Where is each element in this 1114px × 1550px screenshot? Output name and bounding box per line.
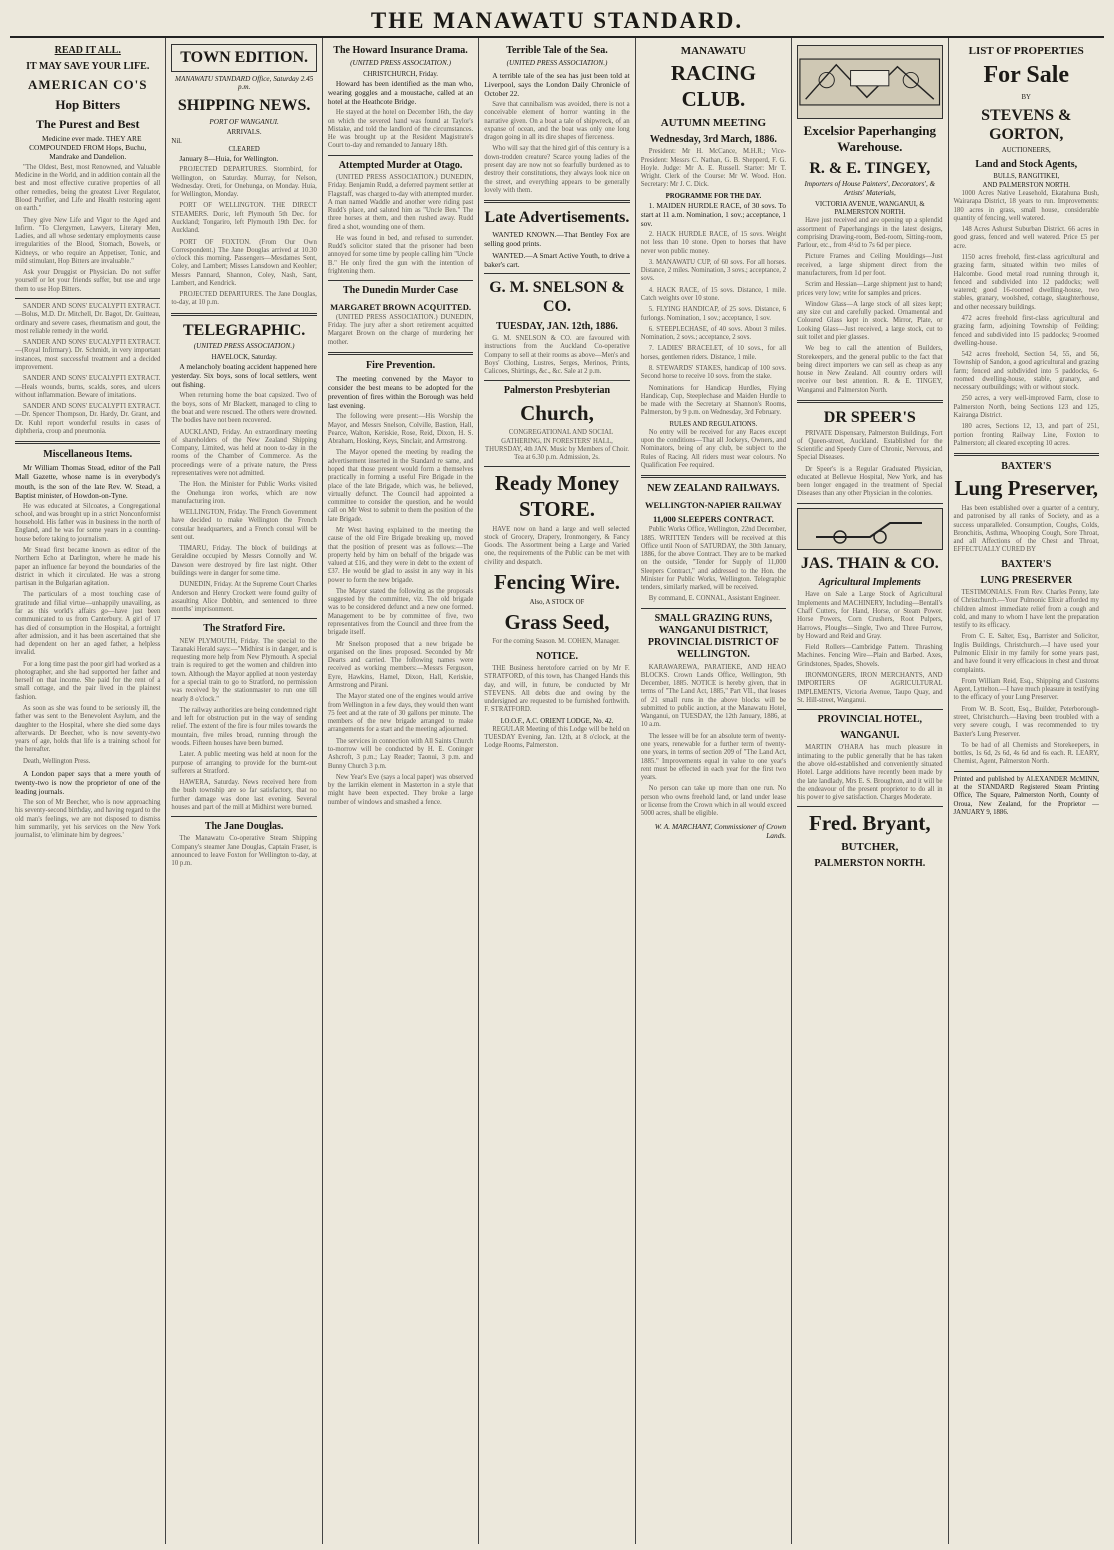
dr-speers-body: PRIVATE Dispensary, Palmerston Buildings, Fort of Queen-street, Auckland. Established for the Scientific and Speedy Cure of Chronic, Nervous, and Special Diseases. Dr Speer's is a Regular Graduated Physician, educated at Bellevue Hospital, New York, and has been longer engaged in the treatment of Special Diseases than any other Physician in the colonies. <box>797 429 943 498</box>
fire-prevention-body: The following were present:—His Worship the Mayor, and Messrs Snelson, Colville, Bastion, Hall, Pearce, Walton, Keriskie, Rose, Reid, Dixon, H. S. Abraham, Hosking, Keys, Sinclair, and Armstrong. The Mayor opened the meeting by reading the advertisement inserted in the Standard re same, and hoped that those present would form a themselves practically in forming a useful Fire Brigade in the place of the late Brigade, which was, he believed, virtually defunct. The Council had appointed a committee to consider the question, and he would call on Mr West to submit to them the position of the late Brigade. Mr West having explained to the meeting the cause of the old Fire Brigade breaking up, moved that the position of present was as follows:—The property held by him on behalf of the brigade was valued at £16, and they were in debt to the extent of £37. He would be glad to assist in any way in his power to form the new brigade. The Mayor stated the following as the proposals suggested by the committee, viz. The old brigade was to be considered defunct and a new one formed. Management to be by committee of five, two representatives from the Council and three from the brigade itself. Mr Snelson proposed that a new brigade be organised on the lines proposed. Seconded by Mr Dearts and carried. The following names were received as working members:—Messrs Ferguson, Eyre, Hawkins, Hamel, Dixon, Hall, Keriskie, Armstrong and Pirani. The Mayor stated one of the engines would arrive from Wellington in a few days, they would then want 75 feet and at the rate of 30 gallons per minute. The members of the new brigade arranged to make arrangements for a start and the meeting adjourned. The services in connection with All Saints Church to-morrow will be conducted by H. E. Coninger Ashcroft, 3 p.m.; Lay Reader; Taonui, 3 p.m. and Bunny Church 3 p.m. New Year's Eve (says a local paper) was observed by the larrikin element in Masterton in a style that might have been expected. They broke a large number of windows and smashed a fence. <box>327 413 474 806</box>
ready-money-body: HAVE now on hand a large and well selected stock of Grocery, Drapery, Ironmongery, & Fancy Goods. The Assortment being a Large and Varied one, the requirements of the Public can be met with civility and despatch. <box>484 525 630 566</box>
column-7 <box>949 38 1104 1544</box>
cleared-label: CLEARED <box>228 145 260 153</box>
fencing-wire-heading: Fencing Wire. <box>493 569 620 594</box>
fire-prevention-heading: Fire Prevention. <box>366 359 436 371</box>
agents-town-1: BULLS, RANGITIKEI, <box>993 173 1060 181</box>
ad-heading-life: IT MAY SAVE YOUR LIFE. <box>26 61 150 73</box>
bryant-heading: Fred. Bryant, <box>809 811 931 836</box>
ready-money-heading: Ready Money STORE. <box>494 471 620 521</box>
stratford-fire-body: NEW PLYMOUTH, Friday. The special to the Taranaki Herald says:—"Midhirst is in danger, and is requesting more help from New Plymouth. A special train is required to get the women and children into town. Although the Mayor applied at noon yesterday for a special train to go to Stratford, no permission was received by the stationmaster to run one till nearly 8 o'clock." The railway authorities are being condemned right and left for obstruction put in the way of sending relief. The extent of the fire is four miles towards the mountain, five miles broad, running through the woods. Fifteen houses have been burned. Later. A public meeting was held at noon for the purpose of arranging to provide for the burnt-out sufferers at Stratford. HAWERA, Saturday. News received here from the bush township are so far satisfactory, that no further damage was done last evening. Several houses and part of the mill at Midhirst were burned. <box>171 637 317 811</box>
tingey-address: VICTORIA AVENUE, WANGANUI, & PALMERSTON NORTH. <box>814 200 925 217</box>
ad-heading-company: AMERICAN CO'S <box>27 77 148 93</box>
decorator-banner-icon <box>798 50 941 114</box>
autumn-meeting-heading: AUTUMN MEETING <box>660 116 767 129</box>
bryant-trade: BUTCHER, <box>841 841 899 854</box>
column-1 <box>10 38 166 1544</box>
fire-prevention-lead: The meeting convened by the Mayor to consider the best means to be adopted for the prevention of fires within the Borough was held last evening. <box>327 374 474 411</box>
dunedin-murder-heading: The Dunedin Murder Case <box>343 285 459 297</box>
columns <box>10 38 1104 1544</box>
property-list-body: 1000 Acres Native Leasehold, Ekatahuna Bush, Wairarapa District, 18 years to run. Improvements: 180 acres in grass, small house, considerable quantity of fencing, well watered. 148 Acres Ashurst Suburban District. 66 acres in good grass, fenced and well watered. Price £5 per acre. 1150 acres freehold, first-class agricultural and grazing farm, situated within two miles of Halcombe. Good metal road running through it, fenced and subdivided into 12 paddocks; well watered; good 16-roomed dwelling-house, two stables, granary, woolshed, cottage, slaughterhouse, and other necessary buildings. 472 acres freehold first-class agricultural and grazing farm, adjoining Township of Feilding; fenced and subdivided into 15 paddocks; 9-roomed dwelling-house. 542 acres freehold, Section 54, 55, and 56, Township of Sandon, a good agricultural and grazing farm; fenced and subdivided into 5 paddocks, 6-roomed dwelling-house, stable, granary, and necessary outbuildings; with or without stock. 250 acres, a very well-improved Farm, close to Palmerston North, being Sections 123 and 125, Kairanga District. 180 acres, Sections 12, 13, and part of 251, portion fronting Railway Line, Foxton to Palmerston; all cleared excepting 10 acres. <box>953 190 1099 447</box>
insurance-drama-heading: The Howard Insurance Drama. <box>333 45 468 56</box>
autumn-meeting-date: Wednesday, 3rd March, 1886. <box>649 134 777 146</box>
masthead: THE MANAWATU STANDARD. <box>10 6 1104 38</box>
sea-tale-heading: Terrible Tale of the Sea. <box>506 45 608 56</box>
tingey-trades: Importers of House Painters', Decorators', & Artists' Materials, <box>804 180 936 198</box>
railways-line: WELLINGTON-NAPIER RAILWAY <box>644 499 782 510</box>
for-sale-by: BY <box>1021 93 1031 101</box>
hop-bitters-body: Medicine ever made. THEY ARE COMPOUNDED FROM Hops, Buchu, Mandrake and Dandelion. <box>29 133 147 161</box>
dr-speers-heading: DR SPEER'S <box>823 408 916 426</box>
rules-body: No entry will be received for any Races except upon the conditions—That all Jockeys, Owners, and Nominators, being of any club, be subject to the Rules of Racing. All riders must wear colours. No Qualification Fee required. <box>640 428 787 470</box>
ad-heading-hop-bitters: Hop Bitters <box>55 97 121 113</box>
provincial-hotel-heading: PROVINCIAL HOTEL, <box>817 714 923 726</box>
telegraphic-place: HAVELOCK, Saturday. <box>211 354 277 362</box>
snelson-heading: G. M. SNELSON & CO. <box>489 278 625 316</box>
misc-items-body: He was educated at Silcoates, a Congregational school, and was brought up in a strict Nonconformist household. His father was in business in the north of England, and he was for some years in a counting-house before taking to journalism. Mr Stead first became known as editor of the Northern Echo at Darlington, where he made his paper an influence far beyond the boundaries of the district in which it circulated. He was a strong partisan in the Bulgarian agitation. The particulars of a most touching case of gratitude and filial virtue—unhappily unavailing, as far as this world's affairs go—have just been communicated to us from Canterbury. A girl of 17 has died of consumption in the Hospital, a fortnight after admission, and it has been ascertained that she had dependent on her an aged father, a helpless invalid. For a long time past the poor girl had worked as a photographer, and she had supported her father and herself on that income. She paid for the rent of a small cottage, and the pair lived in the plainest fashion. As soon as she was found to be seriously ill, the father was sent to the Benevolent Asylum, and the daughter to the Hospital, where she died some days afterwards. Dr Beecher, who is now seventy-two years of age, holds that life is a training school for the hereafter. Death, Wellington Press. <box>15 502 161 765</box>
telegraphic-sub: (UNITED PRESS ASSOCIATION.) <box>193 342 295 351</box>
plough-icon <box>810 513 930 545</box>
railways-contract: 11,000 SLEEPERS CONTRACT. <box>653 513 774 524</box>
stevens-gorton-heading: STEVENS & GORTON, <box>981 106 1072 144</box>
baxters-lung-preserver: LUNG PRESERVER <box>980 574 1073 586</box>
land-stock-agents: Land and Stock Agents, <box>975 159 1078 171</box>
column-2 <box>166 38 322 1544</box>
telegraphic-heading: TELEGRAPHIC. <box>183 321 306 339</box>
column-4 <box>479 38 635 1544</box>
grazing-runs-body: KARAWAREWA, PARATIEKE, AND HEAO BLOCKS. Crown Lands Office, Wellington, 9th December, 1885. NOTICE is hereby given, that in terms of "The Land Act, 1885," Part VII., that leases of 21 small runs in the above blocks will be submitted to public auction, at the Manawatu Hotel, Wanganui, on TUESDAY, the 12th January, 1886, at 10 a.m. The lessee will be for an absolute term of twenty-one years, renewable for a further term of twenty-one years, in terms of section 209 of "The Land Act, 1885." Improvements equal in value to one year's rent must be effected in each year for the first two years. No person can take up more than one run. No person who owns freehold land, or land under lease or license from the Crown which in all would exceed 5000 acres, shall be eligible. <box>640 663 787 818</box>
misc-items-heading: Miscellaneous Items. <box>43 449 133 461</box>
thain-implements: Agricultural Implements <box>818 577 921 589</box>
misc-items-lead: Mr William Thomas Stead, editor of the Pall Mall Gazette, whose name is in everybody's mouth, is the son of the late Rev. W. Stead, a Baptist minister, of Howdon-on-Tyne. <box>15 463 161 500</box>
implements-illustration <box>797 508 942 550</box>
presbyterian-body: CONGREGATIONAL AND SOCIAL GATHERING, IN FORESTERS' HALL, THURSDAY, 4th JAN. Music by Members of Choir. Tea at 6.30 p.m. Admission, 2s. <box>485 429 629 462</box>
notice-body: THE Business heretofore carried on by Mr F. STRATFORD, of this town, has Changed Hands this day, and will, in future, be conducted by Mr STEVENS. All debts due and owing by the undersigned are requested to be furnished forthwith. F. STRATFORD. <box>484 664 630 714</box>
column-6 <box>792 38 948 1544</box>
programme-heading: PROGRAMME FOR THE DAY. <box>665 192 762 200</box>
snelson-date: TUESDAY, JAN. 12th, 1886. <box>496 320 618 332</box>
shipping-body: PROJECTED DEPARTURES. Stormbird, for Wellington, on Saturday. Murray, for Nelson, Wednesday. Oreti, for Onehunga, on Monday. Huia, for Wellington, Monday. PORT OF WELLINGTON. THE DIRECT STEAMERS. Doric, left Plymouth 5th Dec. for Auckland; Tongariro, left Plymouth 19th Dec. for Auckland. PORT OF FOXTON. (From Our Own Correspondent.) The Jane Douglas arrived at 10.30 o'clock this morning. Passengers—Mesdames Sent, Coley, and Lambert; Misses Lansdown and Keohler; Messrs Pannard, Shannon, Coley, Nash, Sant, Lambert, and Kendrick. PROJECTED DEPARTURES. The Jane Douglas, to-day, at 10 p.m. <box>171 166 317 307</box>
for-sale-heading: For Sale <box>983 62 1070 89</box>
insurance-drama-lead: Howard has been identified as the man who, wearing goggles and a moustache, called at an hotel at the Heathcote Bridge. <box>327 79 474 107</box>
lung-preserver-body: Has been established over a quarter of a century, and patronised by all ranks of Society, and as a success unparalleled. Consumption, Coughs, Colds, Bronchitis, Asthma, Whooping Cough, Sore Throat, and all Affections of the Chest and Throat, EFFECTUALLY CURED BY <box>953 504 1099 554</box>
railways-body: Public Works Office, Wellington, 22nd December, 1885. WRITTEN Tenders will be received at this Office until Noon of SATURDAY, the 30th January, 1886, for the above Contract. They are to be marked on the outside, "Tender for Supply of 11,000 Sleepers Contract," and addressed to the Hon. the Minister for Public Works, Wellington. Telegraphic tenders, similarly marked, will be received. By command, E. CONNAL, Assistant Engineer. <box>640 526 787 603</box>
racing-club-heading: RACING CLUB. <box>670 61 756 112</box>
column-5 <box>636 38 792 1544</box>
late-ads-heading: Late Advertisements. <box>484 209 630 227</box>
ad-heading-read: READ IT ALL. <box>54 45 121 56</box>
rules-heading: RULES AND REGULATIONS. <box>669 420 758 428</box>
baxters-heading-2: BAXTER'S <box>1001 558 1052 570</box>
arrivals-value: Nil. <box>171 137 182 145</box>
sea-tale-sub: (UNITED PRESS ASSOCIATION.) <box>506 59 608 68</box>
london-paper-item: A London paper says that a mere youth of twenty-two is now the proprietor of one of the leading journals. <box>15 769 161 797</box>
sea-tale-lead: A terrible tale of the sea has just been told at Liverpool, says the London Daily Chronicle of October 22. <box>484 70 630 99</box>
telegraphic-lead: A melancholy boating accident happened here yesterday. Six boys, sons of local settlers, went out fishing. <box>171 362 317 390</box>
fencing-wire-also: Also, A STOCK OF <box>529 598 585 606</box>
grass-seed-body: For the coming Season. M. COHEN, Manager. <box>492 638 620 646</box>
presbyterian-heading: Palmerston Presbyterian <box>503 385 611 397</box>
property-list-heading: LIST OF PROPERTIES <box>968 45 1084 57</box>
agents-town-2: AND PALMERSTON NORTH. <box>982 181 1070 189</box>
telegraphic-body: When returning home the boat capsized. Two of the boys, sons of Mr Blackett, managed to cling to the boat and were rescued. The others were drowned. The bodies have not been recovered. AUCKLAND, Friday. An extraordinary meeting of shareholders of the New Zealand Shipping Company, Limited, was held at noon to-day in the rooms of the Chamber of Commerce. As the proceedings were of a private nature, the Press representatives were not admitted. The Hon. the Minister for Public Works visited the Onehunga iron works, which are now manufacturing iron. WELLINGTON, Friday. The French Government have decided to make Wellington the French consular headquarters, and a French consul will be sent out. TIMARU, Friday. The block of buildings at Geraldine occupied by Messrs Connolly and W. Dawson were destroyed by fire last night. Other buildings were in danger for some time. DUNEDIN, Friday. At the Supreme Court Charles Anderson and Henry Crockett were found guilty of assaulting Alice Dobbin, and sentenced to three months' imprisonment. <box>171 392 317 614</box>
shipping-port: PORT OF WANGANUI. <box>209 117 279 126</box>
racing-officials: President: Mr H. McCance, M.H.R.; Vice-President: Messrs C. Nathan, G. B. Shepperd, F. G. Hoyle. Judge: Mr A. E. Russell. Starter: Mr T. Wright. Clerk of the Course: Mr W. Wood. Hon. Secretary: Mr J. C. Dick. <box>640 148 787 189</box>
testimonials-body: TESTIMONIALS. From Rev. Charles Penny, late of Christchurch.—Your Pulmonic Elixir afforded my children almost immediate relief from a cough and cold, and many to whom I have lent the preparation testify to its efficacy. From C. E. Salter, Esq., Barrister and Solicitor, Inglis Buildings, Christchurch.—I have used your Pulmonic Elixir in my family for some years past, and have found it very efficacious in chest and throat complaints. From William Reid, Esq., Shipping and Customs Agent, Lyttelton.—I have much pleasure in testifying to the efficacy of your Lung Preserver. From W. B. Scott, Esq., Builder, Peterborough-street, Christchurch.—Having been troubled with a very severe cough, I was recommended to try Baxter's Lung Preserver. To be had of all Chemists and Storekeepers, in bottles, 1s 6d, 2s 6d, 4s 6d and 6s each. R. LEARY, Chemist, Agent, Palmerston North. <box>953 589 1099 766</box>
grazing-runs-heading: SMALL GRAZING RUNS, WANGANUI DISTRICT, PROVINCIAL DISTRICT OF WELLINGTON. <box>647 612 779 661</box>
railways-heading: NEW ZEALAND RAILWAYS. <box>647 483 780 495</box>
notice-heading: NOTICE. <box>536 650 578 662</box>
thain-body: Have on Sale a Large Stock of Agricultural Implements and MACHINERY, Including—Bentall's Chaff Cutters, for Hand, Horse, or Steam Power. Horse Powers, Corn Crushers, Root Pulpers, Harrows, Ploughs—Single, Two and Three Furrow, by Howard and Reid and Gray. Field Rollers—Cambridge Pattern. Thrashing Machines. Fencing Wire—Plain and Barbed. Axes, Grindstones, Spades, Shovels. IRONMONGERS, IRON MERCHANTS, AND IMPORTERS OF AGRICULTURAL IMPLEMENTS, Victoria Avenue, Taupo Quay, and St. Hill-street, Wanganui. <box>797 591 943 704</box>
printer-imprint: Printed and published by ALEXANDER McMINN, at the STANDARD Registered Steam Printing Office, The Square, Palmerston North, County of Oroua, New Zealand, for the Proprietor — JANUARY 9, 1886. <box>953 775 1099 816</box>
body-text-block: "The Oldest, Best, most Renowned, and Valuable Medicine in the World, and in addition contain all the best and most effective curative properties of all other remedies, being the greatest Liver Regulator, Blood Purifier, and Life and Health restoring agent on earth." They give New Life and Vigor to the Aged and Infirm. "To Clergymen, Lawyers, Literary Men, Ladies, and all whose sedentary employments cause irregularities of the Blood, Stomach, Bowels, or Kidneys, or who require an Appetiser, Tonic, and mild stimulant, Hop Bitters are invaluable." Ask your Druggist or Physician. Do not suffer yourself or let your friends suffer, but use and urge them to use Hop Bitters. SANDER AND SONS' EUCALYPTI EXTRACT.—Bolus, M.D. Dr. Mitchell, Dr. Bagot, Dr. Guitteau, ordinary and severe cases, rheumatism and gout, the most reliable remedy in the world. SANDER AND SONS' EUCALYPTI EXTRACT.—(Royal Infirmary). Dr. Schmidt, in very important instances, most successful treatment and a decided improvement. SANDER AND SONS' EUCALYPTI EXTRACT.—Heals wounds, burns, scalds, sores, and ulcers without inflammation. Beware of imitations. SANDER AND SONS' EUCALYPTI EXTRACT.—Dr. Spencer Thompson, Dr. Hardy, Dr. Grant, and Dr. Kuhl report wonderful results in cases of diphtheria, croup and pneumonia. <box>15 163 161 435</box>
jane-douglas-body: The Manawatu Co-operative Steam Shipping Company's steamer Jane Douglas, Captain Fraser, is announced to leave Foxton for Wellington to-day, at 10 p.m. <box>171 835 317 868</box>
lung-preserver-heading: Lung Preserver, <box>954 476 1098 501</box>
town-edition-heading: TOWN EDITION. <box>171 44 316 72</box>
dunedin-murder-verdict: MARGARET BROWN ACQUITTED. <box>330 301 471 312</box>
baxters-heading-1: BAXTER'S <box>1001 461 1052 473</box>
snelson-body: G. M. SNELSON & CO. are favoured with instructions from the Auckland Co-operative Company to sell at their rooms as above—Men's and Boys' Clothing, Lustres, Serges, Merinos, Prints, Calicoes, Shirtings, &c., &c. Sale at 2 p.m. <box>484 335 630 376</box>
london-paper-body: The son of Mr Beecher, who is now approaching his seventy-second birthday, and having regard to the old man's feelings, we are not disposed to dismiss him summarily, yet his services on the New York journalist, to 'eliminate him by degrees.' <box>15 799 161 840</box>
provincial-hotel-body: MARTIN O'HARA has much pleasure in intimating to the public generally that he has taken the above old-established and conveniently situated Hotel. Large additions have recently been made by the late landlady, Mrs E. S. Broughton, and it will be the endeavour of the present proprietor to do all in his power to give satisfaction. Charges Moderate. <box>797 744 943 802</box>
racing-club-name: MANAWATU <box>680 45 746 57</box>
provincial-hotel-town: WANGANUI. <box>840 730 900 742</box>
late-ad-known: WANTED KNOWN.—That Bentley Fox are selling good prints. <box>484 229 630 248</box>
tingey-heading: R. & E. TINGEY, <box>809 159 931 177</box>
programme-lead: 1. MAIDEN HURDLE RACE, of 30 sovs. To start at 11 a.m. Nomination, 1 sov.; acceptance, 1 sov. <box>640 200 787 228</box>
shipping-heading: SHIPPING NEWS. <box>177 97 311 115</box>
excelsior-heading: Excelsior Paperhanging Warehouse. <box>803 123 936 154</box>
dunedin-murder-body: (UNITED PRESS ASSOCIATION.) DUNEDIN, Friday. The jury after a short retirement acquitted Margaret Brown on the charge of murdering her mother. <box>327 313 474 346</box>
ad-heading-purest: The Purest and Best <box>35 117 140 132</box>
grass-seed-heading: Grass Seed, <box>504 609 610 634</box>
sea-tale-body: Save that cannibalism was avoided, there is not a conceivable element of horror wanting in the narrative given. On a boat a tale of shipwreck, of an expanse of ocean, and the boat was only one long dragon going in all its dire shapes of fierceness. Who will say that the hired girl of this century is a down-trodden creature? Scarce young ladies of the present day are now not so fearfully burdened as to destroy their constitutions, they always look nice on the street, and everything appears to be generally lovely with them. <box>484 101 630 194</box>
insurance-drama-sub: (UNITED PRESS ASSOCIATION.) <box>350 59 451 68</box>
thain-heading: JAS. THAIN & CO. <box>800 554 939 572</box>
programme-body: 2. HACK HURDLE RACE, of 15 sovs. Weight not less than 10 stone. Open to horses that have never won public money. 3. MANAWATU CUP, of 60 sovs. For all horses. Distance, 2 miles. Nomination, 3 sovs.; acceptance, 2 sovs. 4. HACK RACE, of 15 sovs. Distance, 1 mile. Catch weights over 10 stone. 5. FLYING HANDICAP, of 25 sovs. Distance, 6 furlongs. Nomination, 1 sov.; acceptance, 1 sov. 6. STEEPLECHASE, of 40 sovs. About 3 miles. Nomination, 2 sovs.; acceptance, 2 sovs. 7. LADIES' BRACELET, of 10 sovs., for all horses, gentlemen riders. Distance, 1 mile. 8. STEWARDS' STAKES, handicap of 100 sovs. Second horse to receive 10 sovs. from the stake. Nominations for Handicap Hurdles, Flying Handicap, Cup, Steeplechase and Maiden Hurdle to be made with the Secretary at Shannon's Rooms, Palmerston, by 9 p.m. on Wednesday, 3rd February. <box>640 231 787 417</box>
oddfellows-body: REGULAR Meeting of this Lodge will be held on TUESDAY Evening, Jan. 12th, at 8 o'clock, at the Lodge Rooms, Palmerston. <box>484 725 630 750</box>
arrivals-label: ARRIVALS. <box>226 129 262 137</box>
insurance-drama-body: He stayed at the hotel on December 16th, the day on which the severed hand was found at Taylor's Mistake, and told the landlord of the circumstances. He was brought up at the Resident Magistrate's Court to-day and remanded to January 18th. <box>327 109 474 150</box>
bryant-town: PALMERSTON NORTH. <box>814 858 926 870</box>
paperhanging-illustration <box>797 45 942 119</box>
jane-douglas-heading: The Jane Douglas. <box>204 821 284 833</box>
attempted-murder-body: (UNITED PRESS ASSOCIATION.) DUNEDIN, Friday. Benjamin Rudd, a deferred payment settler at Flagstaff, was charged to-day with attempted murder. A man named Waddle and another were riding past Rudd's place, and saluted him as "Uncle Ben." The three horses at them, and then rushed away. Rudd fired a shot, wounding one of them. He was found in bed, and refused to surrender. Rudd's solicitor stated that the prisoner had been annoyed for some time by people calling him "Uncle B." He only fired the gun with the intention of frightening them. <box>327 173 474 276</box>
oddfellows-heading: I.O.O.F., A.C. ORIENT LODGE, No. 42. <box>500 717 614 725</box>
insurance-drama-place: CHRISTCHURCH, Friday. <box>363 70 438 78</box>
presbyterian-church: Church, <box>520 400 594 425</box>
attempted-murder-heading: Attempted Murder at Otago. <box>338 159 463 171</box>
stratford-fire-heading: The Stratford Fire. <box>203 623 285 635</box>
crown-lands-signoff: W. A. MARCHANT, Commissioner of Crown Lands. <box>654 821 787 840</box>
town-edition-sub: MANAWATU STANDARD Office, Saturday 2.45 p.m. <box>174 74 314 92</box>
late-ad-wanted: WANTED.—A Smart Active Youth, to drive a baker's cart. <box>484 250 630 269</box>
column-3 <box>323 38 479 1544</box>
auctioneers-label: AUCTIONEERS, <box>1001 146 1051 154</box>
cleared-body: January 8—Huia, for Wellington. <box>179 154 279 164</box>
tingey-body: Have just received and are opening up a splendid assortment of Paperhangings in the latest designs, comprising Drawing-room, Bed-room, Sitting-room, Parlour, etc., from 4½d to 7s 6d per piece. Picture Frames and Ceiling Mouldings—Just received, a large shipment direct from the manufacturers, from 1d per foot. Scrim and Hessian—Large shipment just to hand; prices very low; write for samples and prices. Window Glass—A large stock of all sizes kept; any size cut and carefully packed. Ornamental and Coloured Glass kept in stock. Mirror, Plate, or Looking Glass—Just received, a large stock, cut to suit toilet and pier glasses. We beg to call the attention of Builders, Storekeepers, and the general public to the fact that being direct importers we can sell as cheap as any house in New Zealand. All country orders will receive our best attention. R. & E. TINGEY, Wanganui and Palmerston North. <box>797 217 943 394</box>
